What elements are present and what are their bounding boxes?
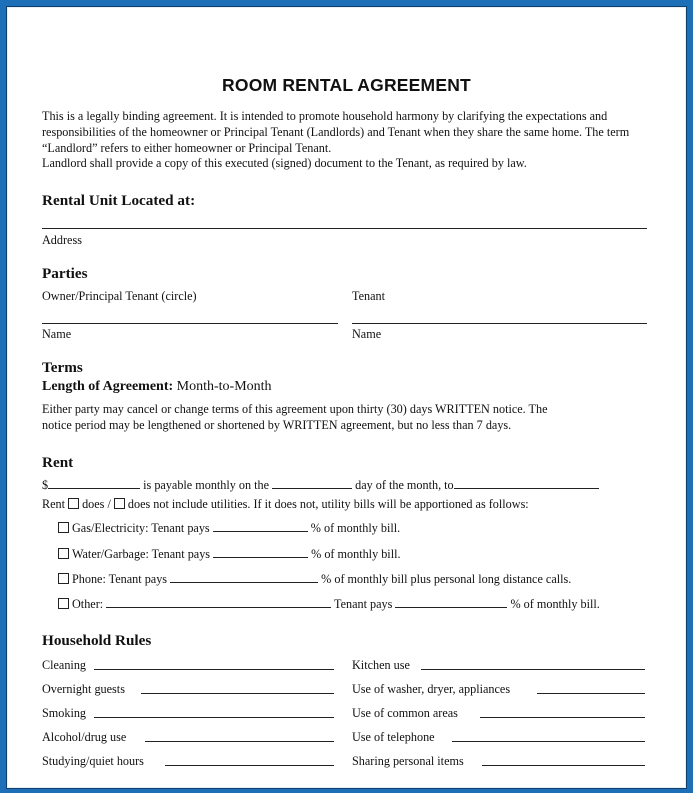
water-percent-field[interactable] (213, 547, 308, 558)
notice-line-2: notice period may be lengthened or shortened by WRITTEN agreement, but no less than 7 days. (42, 418, 512, 432)
intro-copy-note: Landlord shall provide a copy of this executed (signed) document to the Tenant, as required by law. (42, 156, 527, 171)
rule-field-smoking[interactable] (94, 717, 334, 718)
rent-amount-field[interactable] (48, 478, 140, 489)
rule-label-right: Use of common areas (352, 706, 458, 720)
length-value: Month-to-Month (176, 379, 272, 394)
agreement-page (7, 7, 686, 788)
rule-field-sharing[interactable] (482, 765, 645, 766)
day-text: day of the month, to (355, 478, 454, 492)
utility-label: Gas/Electricity: Tenant pays (72, 521, 210, 535)
document-frame (6, 6, 687, 789)
owner-name-field[interactable] (42, 323, 338, 324)
rent-payee-field[interactable] (454, 478, 599, 489)
utility-suffix: % of monthly bill. (311, 547, 401, 561)
does-not-text: does not include utilities. If it does not, utility bills will be apportioned as follows: (127, 497, 529, 511)
owner-label: Owner/Principal Tenant (circle) (42, 289, 197, 303)
utility-label: Phone: Tenant pays (72, 572, 168, 586)
utility-label: Water/Garbage: Tenant pays (72, 547, 211, 561)
utility-suffix: % of monthly bill. (310, 521, 401, 535)
gas-percent-field[interactable] (213, 521, 308, 532)
household-rules-heading: Household Rules (42, 632, 152, 649)
phone-checkbox[interactable] (58, 573, 69, 584)
dollar-sign: $ (42, 478, 49, 492)
owner-name-label: Name (42, 327, 72, 341)
other-tenant-pays: Tenant pays (334, 597, 393, 611)
length-of-agreement (42, 379, 272, 395)
water-checkbox[interactable] (58, 548, 69, 559)
intro-text: This is a legally binding agreement. It is intended to promote household harmony by clarifying the expectations and responsibilities of the homeowner or Principal Tenant (Landlords) and Tenant when they share the same home. The term “Landlord” refers to either homeowner or Principal Tenant. (42, 109, 630, 155)
rule-label-right: Use of washer, dryer, appliances (352, 682, 511, 696)
does-text: does / (82, 497, 111, 511)
address-field[interactable] (42, 228, 647, 229)
payable-text: is payable monthly on the (143, 478, 270, 492)
terms-heading: Terms (42, 359, 83, 376)
rule-field-alcohol[interactable] (145, 741, 334, 742)
utility-suffix: % of monthly bill plus personal long distance calls. (321, 572, 572, 586)
rent-word: Rent (42, 497, 66, 511)
rule-label-left: Alcohol/drug use (42, 730, 127, 744)
other-percent-field[interactable] (395, 597, 507, 608)
rule-label-left: Smoking (42, 706, 87, 720)
rule-field-common-areas[interactable] (480, 717, 645, 718)
length-label: Length of Agreement: (42, 379, 174, 394)
utilities-inclusion-line (42, 497, 529, 512)
tenant-label: Tenant (352, 289, 385, 303)
rent-day-field[interactable] (272, 478, 352, 489)
other-checkbox[interactable] (58, 598, 69, 609)
rule-field-studying[interactable] (165, 765, 334, 766)
rule-field-telephone[interactable] (452, 741, 645, 742)
rule-label-left: Cleaning (42, 658, 87, 672)
does-not-include-checkbox[interactable] (114, 498, 125, 509)
other-suffix: % of monthly bill. (510, 597, 600, 611)
tenant-name-field[interactable] (352, 323, 647, 324)
rule-label-right: Kitchen use (352, 658, 410, 672)
rent-heading: Rent (42, 454, 74, 471)
rule-label-right: Use of telephone (352, 730, 435, 744)
tenant-name-label: Name (352, 327, 382, 341)
rule-field-cleaning[interactable] (94, 669, 334, 670)
notice-line-1: Either party may cancel or change terms of this agreement upon thirty (30) days WRITTEN notice. The (42, 402, 548, 416)
other-description-field[interactable] (106, 597, 331, 608)
utility-row-water (58, 547, 401, 562)
utility-row-other (58, 597, 600, 612)
rule-label-right: Sharing personal items (352, 754, 464, 768)
rule-field-kitchen[interactable] (421, 669, 645, 670)
document-title: ROOM RENTAL AGREEMENT (222, 75, 471, 95)
rule-label-left: Studying/quiet hours (42, 754, 144, 768)
intro-paragraph (42, 109, 652, 172)
phone-percent-field[interactable] (170, 572, 318, 583)
parties-heading: Parties (42, 265, 88, 282)
gas-checkbox[interactable] (58, 522, 69, 533)
rule-field-washer[interactable] (537, 693, 645, 694)
rental-unit-heading: Rental Unit Located at: (42, 192, 196, 209)
address-label: Address (42, 233, 82, 247)
utility-row-phone (58, 572, 571, 587)
other-label: Other: (72, 597, 104, 611)
rule-field-overnight[interactable] (141, 693, 334, 694)
rent-amount-line (42, 478, 599, 493)
utility-row-gas (58, 521, 400, 536)
does-include-checkbox[interactable] (68, 498, 79, 509)
rule-label-left: Overnight guests (42, 682, 125, 696)
